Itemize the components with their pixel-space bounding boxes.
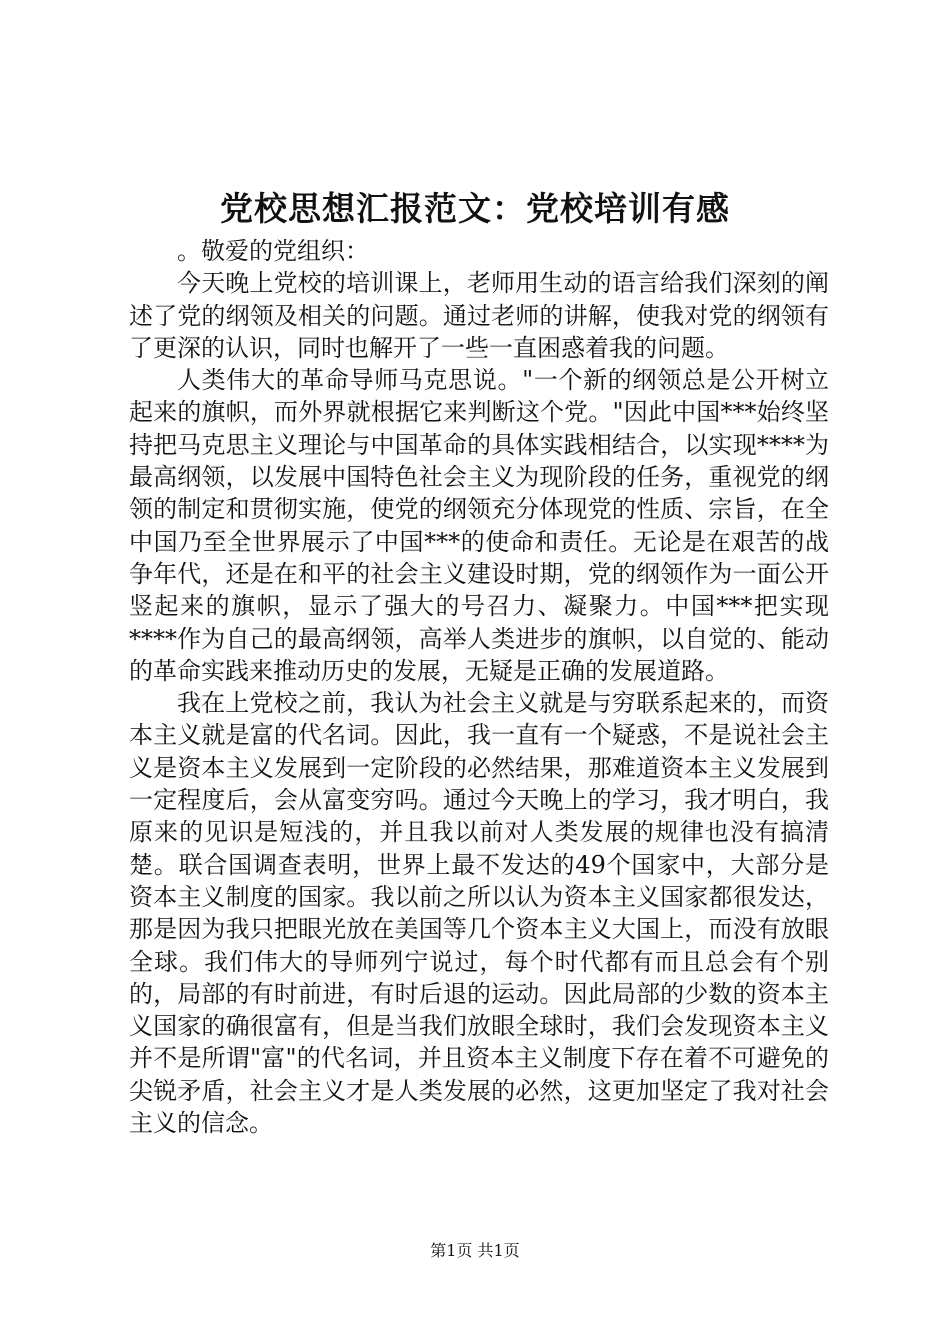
- document-body: [129, 235, 829, 1139]
- document-title: 党校思想汇报范文：党校培训有感: [220, 189, 730, 228]
- paragraph-3: 我在上党校之前，我认为社会主义就是与穷联系起来的，而资本主义就是富的代名词。因此，我一直有一个疑惑，不是说社会主义是资本主义发展到一定阶段的必然结果，那难道资本主义发展到一定程度后，会从富变穷吗。通过今天晚上的学习，我才明白，我原来的见识是短浅的，并且我以前对人类发展的规律也没有搞清楚。联合国调查表明，世界上最不发达的49个国家中，大部分是资本主义制度的国家。我以前之所以认为资本主义国家都很发达，那是因为我只把眼光放在美国等几个资本主义大国上，而没有放眼全球。我们伟大的导师列宁说过，每个时代都有而且总会有个别的，局部的有时前进，有时后退的运动。因此局部的少数的资本主义国家的确很富有，但是当我们放眼全球时，我们会发现资本主义并不是所谓"富"的代名词，并且资本主义制度下存在着不可避免的尖锐矛盾，社会主义才是人类发展的必然，这更加坚定了我对社会主义的信念。: [129, 689, 829, 1138]
- paragraph-1: 今天晚上党校的培训课上，老师用生动的语言给我们深刻的阐述了党的纲领及相关的问题。通过老师的讲解，使我对党的纲领有了更深的认识，同时也解开了一些一直困惑着我的问题。: [129, 269, 829, 362]
- salutation: 。敬爱的党组织：: [177, 237, 369, 265]
- page-footer: 第1页 共1页: [430, 1241, 520, 1260]
- paragraph-2: 人类伟大的革命导师马克思说。"一个新的纲领总是公开树立起来的旗帜，而外界就根据它来判断这个党。"因此中国***始终坚持把马克思主义理论与中国革命的具体实践相结合，以实现****为最高纲领，以发展中国特色社会主义为现阶段的任务，重视党的纲领的制定和贯彻实施，使党的纲领充分体现党的性质、宗旨，在全中国乃至全世界展示了中国***的使命和责任。无论是在艰苦的战争年代，还是在和平的社会主义建设时期，党的纲领作为一面公开竖起来的旗帜，显示了强大的号召力、凝聚力。中国***把实现****作为自己的最高纲领，高举人类进步的旗帜，以自觉的、能动的革命实践来推动历史的发展，无疑是正确的发展道路。: [129, 366, 829, 685]
